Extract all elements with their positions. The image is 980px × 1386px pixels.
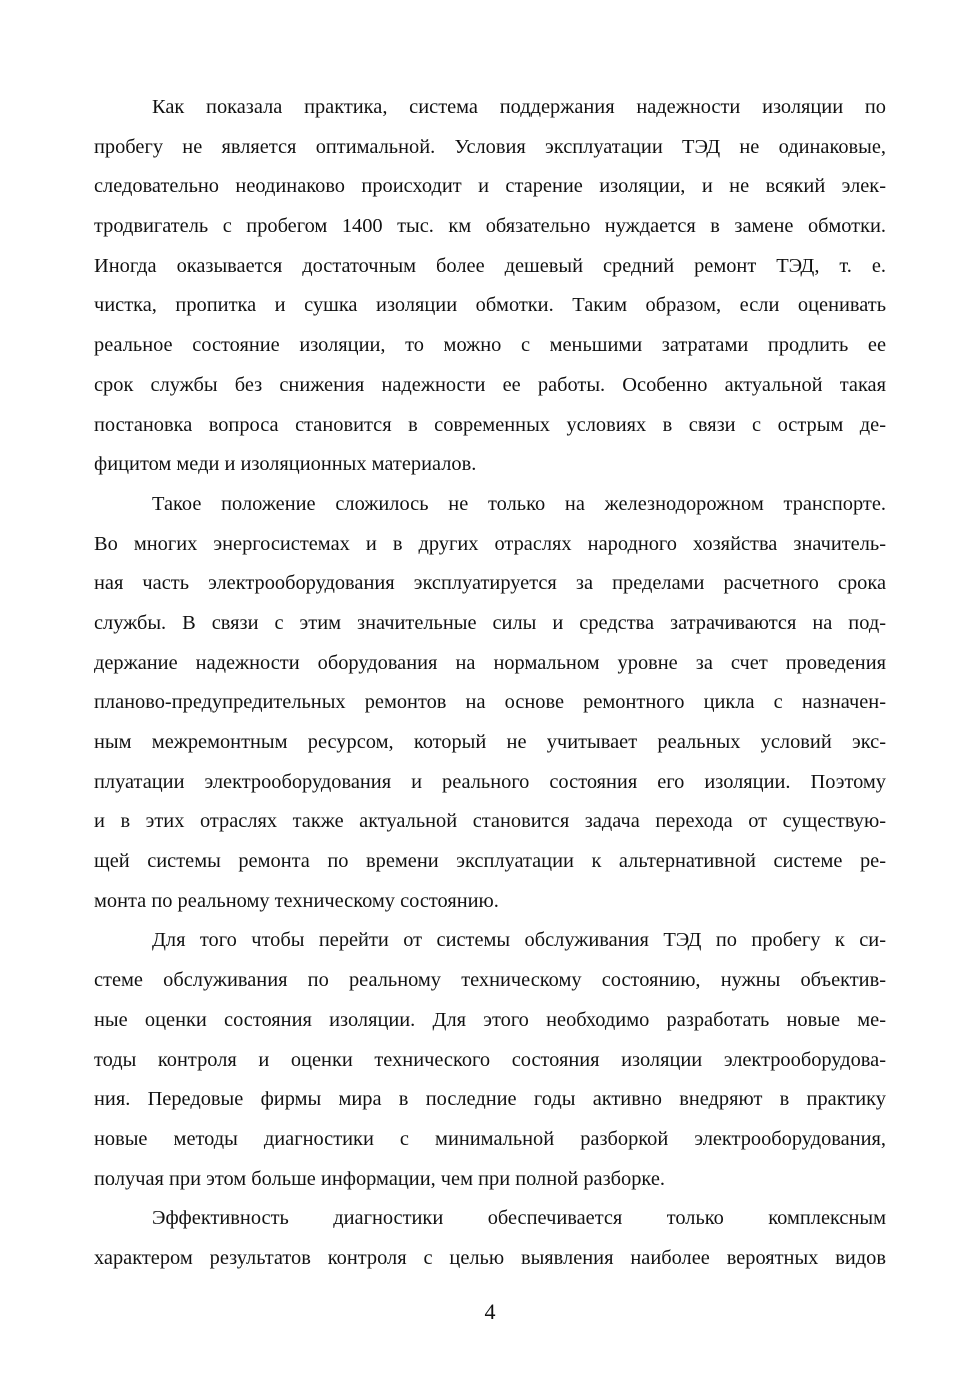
paragraph-line: тоды контроля и оценки технического состояния изоляции электрооборудова- [94,1048,886,1071]
paragraph-line: щей системы ремонта по времени эксплуатации к альтернативной системе ре- [94,850,886,873]
paragraph-line: ным межремонтным ресурсом, который не учитывает реальных условий экс- [94,731,886,753]
paragraph-line: Иногда оказывается достаточным более дешевый средний ремонт ТЭД, т. е. [94,254,886,277]
paragraph-line: тродвигатель с пробегом 1400 тыс. км обязательно нуждается в замене обмотки. [94,215,886,238]
paragraph-line: службы. В связи с этим значительные силы и средства затрачиваются на под- [94,611,886,634]
paragraph-1 [94,88,886,485]
paragraph-line: стеме обслуживания по реальному техническому состоянию, нужны объектив- [94,969,886,992]
document-body [94,88,886,1279]
paragraph-line: чистка, пропитка и сушка изоляции обмотки. Таким образом, если оценивать [94,294,886,317]
paragraph-line: Как показала практика, система поддержания надежности изоляции по [152,96,886,118]
paragraph-line: ные оценки состояния изоляции. Для этого необходимо разработать новые ме- [94,1008,886,1031]
paragraph-line: Во многих энергосистемах и в других отраслях народного хозяйства значитель- [94,532,886,555]
paragraph-line: Для того чтобы перейти от системы обслуживания ТЭД по пробегу к си- [152,929,886,952]
paragraph-line: ная часть электрооборудования эксплуатируется за пределами расчетного срока [94,572,886,595]
paragraph-line: новые методы диагностики с минимальной разборкой электрооборудования, [94,1127,886,1150]
paragraph-line: ния. Передовые фирмы мира в последние годы активно внедряют в практику [94,1088,886,1111]
paragraph-line: срок службы без снижения надежности ее работы. Особенно актуальной такая [94,373,886,396]
paragraph-line: монта по реальному техническому состоянию. [94,889,499,912]
paragraph-line: следовательно неодинаково происходит и старение изоляции, и не всякий элек- [94,175,886,198]
paragraph-line: пробегу не является оптимальной. Условия эксплуатации ТЭД не одинаковые, [94,135,886,158]
paragraph-4 [94,1199,886,1278]
paragraph-3 [94,921,886,1199]
paragraph-line: постановка вопроса становится в современных условиях в связи с острым де- [94,413,886,436]
paragraph-line: получая при этом больше информации, чем при полной разборке. [94,1167,665,1190]
page-number: 4 [484,1299,496,1324]
paragraph-line: плуатации электрооборудования и реального состояния его изоляции. Поэтому [94,770,886,793]
paragraph-line: и в этих отраслях также актуальной становится задача перехода от существую- [94,810,886,833]
paragraph-line: держание надежности оборудования на нормальном уровне за счет проведения [94,651,886,674]
paragraph-2 [94,485,886,922]
paragraph-line: планово-предупредительных ремонтов на основе ремонтного цикла с назначен- [94,691,886,714]
paragraph-line: Такое положение сложилось не только на железнодорожном транспорте. [152,492,886,515]
paragraph-line: характером результатов контроля с целью выявления наиболее вероятных видов [94,1246,886,1269]
paragraph-line: реальное состояние изоляции, то можно с меньшими затратами продлить ее [94,334,886,357]
paragraph-line: фицитом меди и изоляционных материалов. [94,453,477,476]
paragraph-line: Эффективность диагностики обеспечивается только комплексным [152,1207,886,1230]
